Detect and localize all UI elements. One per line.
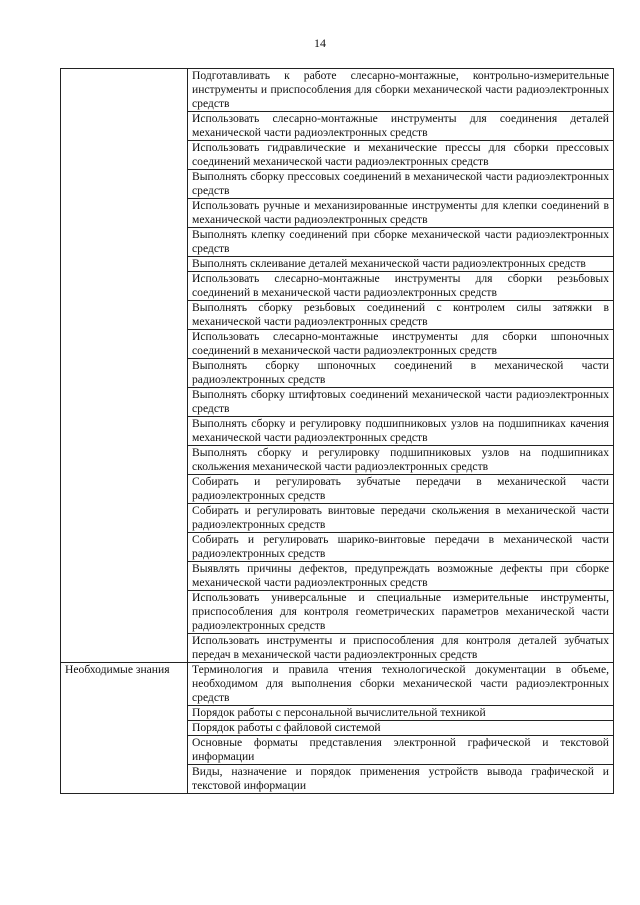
skill-item: Выполнять клепку соединений при сборке механической части радиоэлектронных средств (188, 228, 614, 257)
skill-item: Собирать и регулировать винтовые передачи скольжения в механической части радиоэлектронных средств (188, 504, 614, 533)
skill-item: Подготавливать к работе слесарно-монтажные, контрольно-измерительные инструменты и приспособления для сборки механической части радиоэлектронных средств (188, 69, 614, 112)
knowledge-item: Порядок работы с файловой системой (188, 721, 614, 736)
knowledge-item: Порядок работы с персональной вычислительной техникой (188, 706, 614, 721)
skill-item: Выполнять сборку прессовых соединений в механической части радиоэлектронных средств (188, 170, 614, 199)
skill-item: Использовать слесарно-монтажные инструменты для сборки шпоночных соединений в механической части радиоэлектронных средств (188, 330, 614, 359)
knowledge-item: Виды, назначение и порядок применения устройств вывода графической и текстовой информации (188, 765, 614, 794)
skills-label-cell (61, 69, 188, 663)
skill-item: Выполнять сборку и регулировку подшипниковых узлов на подшипниках качения механической части радиоэлектронных средств (188, 417, 614, 446)
knowledge-label: Необходимые знания (65, 663, 170, 676)
skill-item: Использовать инструменты и приспособления для контроля деталей зубчатых передач в механической части радиоэлектронных средств (188, 634, 614, 663)
skill-item: Выявлять причины дефектов, предупреждать возможные дефекты при сборке механической части радиоэлектронных средств (188, 562, 614, 591)
knowledge-item: Основные форматы представления электронной графической и текстовой информации (188, 736, 614, 765)
skill-item: Использовать гидравлические и механические прессы для сборки прессовых соединений механической части радиоэлектронных средств (188, 141, 614, 170)
skill-item: Собирать и регулировать зубчатые передачи в механической части радиоэлектронных средств (188, 475, 614, 504)
skill-item: Собирать и регулировать шарико-винтовые передачи в механической части радиоэлектронных средств (188, 533, 614, 562)
knowledge-item: Терминология и правила чтения технологической документации в объеме, необходимом для выполнения сборки механической части радиоэлектронных средств (188, 663, 614, 706)
skill-item: Использовать слесарно-монтажные инструменты для сборки резьбовых соединений в механической части радиоэлектронных средств (188, 272, 614, 301)
knowledge-label-cell (61, 663, 188, 794)
table-row (61, 69, 614, 112)
page-number: 14 (314, 36, 326, 50)
skill-item: Выполнять сборку штифтовых соединений механической части радиоэлектронных средств (188, 388, 614, 417)
skill-item: Использовать ручные и механизированные инструменты для клепки соединений в механической части радиоэлектронных средств (188, 199, 614, 228)
skill-item: Выполнять склеивание деталей механической части радиоэлектронных средств (188, 257, 614, 272)
requirements-table (60, 68, 614, 794)
skill-item: Выполнять сборку резьбовых соединений с контролем силы затяжки в механической части радиоэлектронных средств (188, 301, 614, 330)
skill-item: Выполнять сборку шпоночных соединений в механической части радиоэлектронных средств (188, 359, 614, 388)
skill-item: Использовать слесарно-монтажные инструменты для соединения деталей механической части радиоэлектронных средств (188, 112, 614, 141)
skill-item: Выполнять сборку и регулировку подшипниковых узлов на подшипниках скольжения механической части радиоэлектронных средств (188, 446, 614, 475)
table-row (61, 663, 614, 706)
skill-item: Использовать универсальные и специальные измерительные инструменты, приспособления для контроля геометрических параметров механической части радиоэлектронных средств (188, 591, 614, 634)
